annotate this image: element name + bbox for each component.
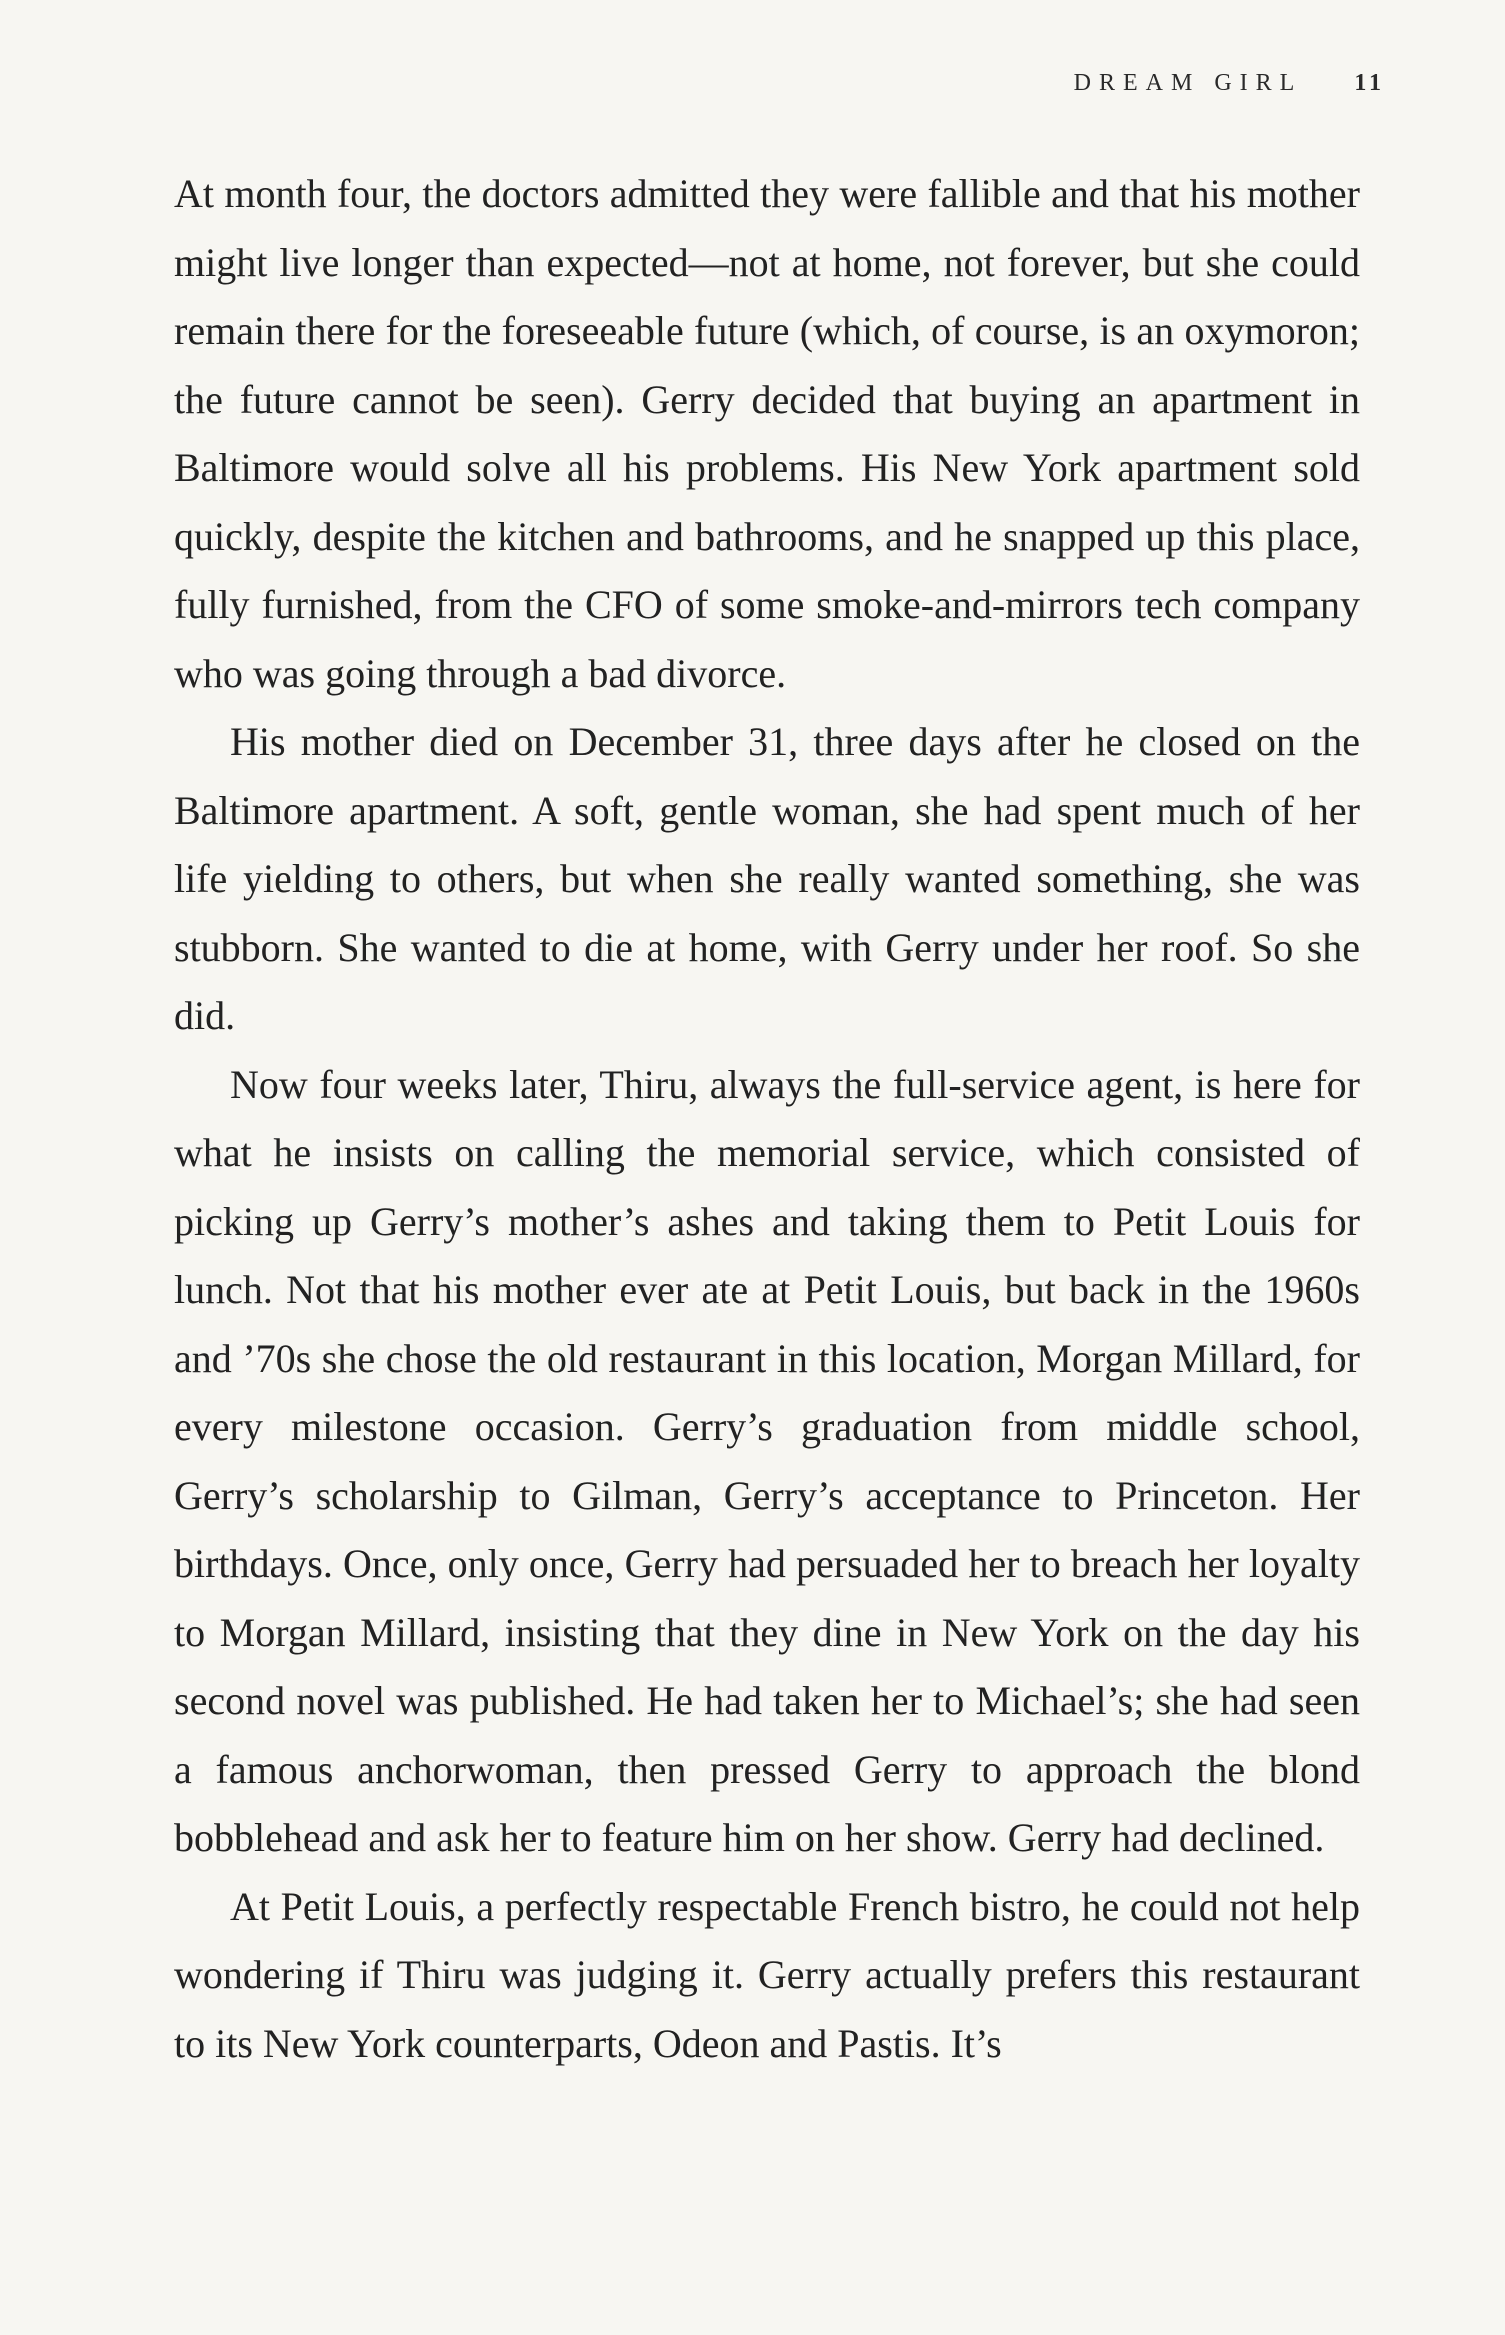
paragraph: His mother died on December 31, three days after he closed on the Baltimore apartment. A soft, gentle woman, she had spent much of her life yielding to others, but when she really wanted something, she was stubborn. She wanted to die at home, with Gerry under her roof. So she did. (174, 719, 1360, 1038)
running-head (1074, 70, 1385, 97)
paragraph: At Petit Louis, a perfectly respectable French bistro, he could not help wondering if Thiru was judging it. Gerry actually prefers this restaurant to its New York counterparts, Odeon and Pastis. It’s (174, 1883, 1360, 2066)
page-number: 11 (1354, 70, 1385, 96)
body-text (174, 160, 1360, 2078)
paragraph: At month four, the doctors admitted they were fallible and that his mother might live longer than expected—not at home, not forever, but she could remain there for the foreseeable future (which, of course, is an oxymoron; the future cannot be seen). Gerry decided that buying an apartment in Baltimore would solve all his problems. His New York apartment sold quickly, despite the kitchen and bathrooms, and he snapped up this place, fully furnished, from the CFO of some smoke-and-mirrors tech company who was going through a bad divorce. (174, 171, 1360, 696)
running-title: DREAM GIRL (1073, 70, 1303, 96)
paragraph: Now four weeks later, Thiru, always the full-service agent, is here for what he insists on calling the memorial service, which consisted of picking up Gerry’s mother’s ashes and taking them to Petit Louis for lunch. Not that his mother ever ate at Petit Louis, but back in the 1960s and ’70s she chose the old restaurant in this location, Morgan Millard, for every milestone occasion. Gerry’s graduation from middle school, Gerry’s scholarship to Gilman, Gerry’s acceptance to Princeton. Her birthdays. Once, only once, Gerry had persuaded her to breach her loyalty to Morgan Millard, insisting that they dine in New York on the day his second novel was published. He had taken her to Michael’s; she had seen a famous anchorwoman, then pressed Gerry to approach the blond bobblehead and ask her to feature him on her show. Gerry had declined. (174, 1061, 1360, 1860)
